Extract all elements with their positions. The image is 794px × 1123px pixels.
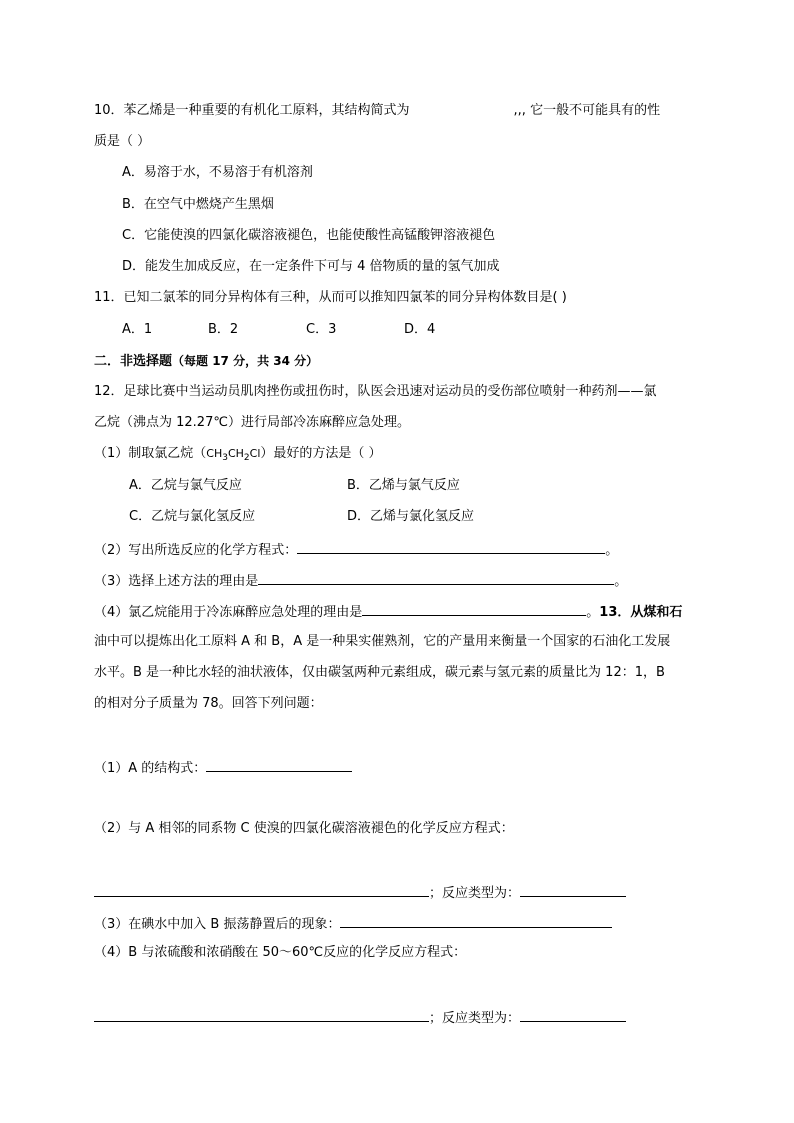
q12-option-b: B．乙烯与氯气反应 — [347, 478, 460, 493]
q12-option-d: D．乙烯与氯化氢反应 — [347, 509, 475, 524]
q13-part1-label: （1）A 的结构式： — [94, 761, 207, 776]
q13-part4: （4）B 与浓硫酸和浓硝酸在 50～60℃反应的化学反应方程式： — [94, 945, 467, 960]
q13-stem-start: 13．从煤和石 — [599, 605, 683, 620]
q12-part3: （3）选择上述方法的理由是 。 — [94, 570, 627, 591]
q12-part4: （4）氯乙烷能用于冷冻麻醉应急处理的理由是 。13．从煤和石 — [94, 601, 682, 622]
q10-stem-line2: 质是（ ） — [94, 134, 151, 149]
q12-part4-label: （4）氯乙烷能用于冷冻麻醉应急处理的理由是 — [94, 605, 363, 620]
chloroethane-formula: $CH_3CH_2Cl$ — [206, 447, 261, 463]
q10-option-b: B．在空气中燃烧产生黑烟 — [122, 197, 274, 212]
reaction-type-label: ；反应类型为： — [429, 886, 521, 901]
q12-part1-suffix: ）最好的方法是（ ） — [260, 446, 382, 461]
q12-part2-label: （2）写出所选反应的化学方程式： — [94, 543, 298, 558]
q13-part2-answer — [94, 882, 626, 903]
q13-stem-line3: 水平。B 是一种比水轻的油状液体，仅由碳氢两种元素组成，碳元素与氢元素的质量比为 12：1，B — [94, 665, 665, 680]
q12-stem-line2: 乙烷（沸点为 12.27℃）进行局部冷冻麻醉应急处理。 — [94, 415, 410, 430]
answer-blank[interactable] — [520, 882, 626, 897]
q12-option-a: A．乙烷与氯气反应 — [129, 478, 242, 493]
q10-option-d: D．能发生加成反应，在一定条件下可与 4 倍物质的量的氢气加成 — [122, 259, 500, 274]
q11-option-b: B．2 — [208, 322, 239, 337]
q13-part3-label: （3）在碘水中加入 B 振荡静置后的现象： — [94, 917, 341, 932]
q11-stem: 11．已知二氯苯的同分异构体有三种，从而可以推知四氯苯的同分异构体数目是( ) — [94, 290, 567, 305]
q13-part3 — [94, 913, 612, 934]
q11-option-d: D．4 — [404, 322, 436, 337]
section-note: （每题 17 分，共 34 分） — [172, 354, 319, 368]
q11-option-c: C．3 — [306, 322, 337, 337]
q12-part2: （2）写出所选反应的化学方程式： 。 — [94, 539, 618, 560]
q13-part4-answer — [94, 1007, 626, 1028]
q11-option-a: A．1 — [122, 322, 153, 337]
answer-blank[interactable] — [297, 539, 605, 554]
q13-part2: （2）与 A 相邻的同系物 C 使溴的四氯化碳溶液褪色的化学反应方程式： — [94, 821, 514, 836]
q12-option-c: C．乙烷与氯化氢反应 — [129, 509, 256, 524]
answer-blank[interactable] — [94, 882, 429, 897]
answer-blank[interactable] — [258, 570, 614, 585]
q10-option-c: C．它能使溴的四氯化碳溶液褪色，也能使酸性高锰酸钾溶液褪色 — [122, 228, 496, 243]
section-heading — [94, 352, 318, 371]
answer-blank[interactable] — [520, 1007, 626, 1022]
q13-stem-line4: 的相对分子质量为 78。回答下列问题： — [94, 696, 323, 711]
q12-stem-line1: 12．足球比赛中当运动员肌肉挫伤或扭伤时，队医会迅速对运动员的受伤部位喷射一种药剂——氯 — [94, 384, 657, 399]
answer-blank[interactable] — [340, 913, 612, 928]
q10-stem-line1 — [94, 102, 660, 120]
reaction-type-label: ；反应类型为： — [429, 1011, 521, 1026]
q13-stem-line2: 油中可以提炼出化工原料 A 和 B，A 是一种果实催熟剂，它的产量用来衡量一个国家的石油化工发展 — [94, 634, 671, 649]
q12-part3-label: （3）选择上述方法的理由是 — [94, 574, 259, 589]
answer-blank[interactable] — [206, 757, 352, 772]
q12-part1 — [94, 445, 382, 463]
q10-option-a: A．易溶于水，不易溶于有机溶剂 — [122, 165, 313, 180]
q12-part1-prefix: （1）制取氯乙烷（ — [94, 446, 207, 461]
section-title: 二．非选择题 — [94, 354, 173, 369]
q10-stem-part1: 10．苯乙烯是一种重要的有机化工原料，其结构简式为 — [94, 103, 410, 118]
q13-part1 — [94, 757, 352, 778]
answer-blank[interactable] — [362, 601, 586, 616]
q10-stem-part2: ,,, 它一般不可能具有的性 — [513, 103, 661, 118]
answer-blank[interactable] — [94, 1007, 429, 1022]
